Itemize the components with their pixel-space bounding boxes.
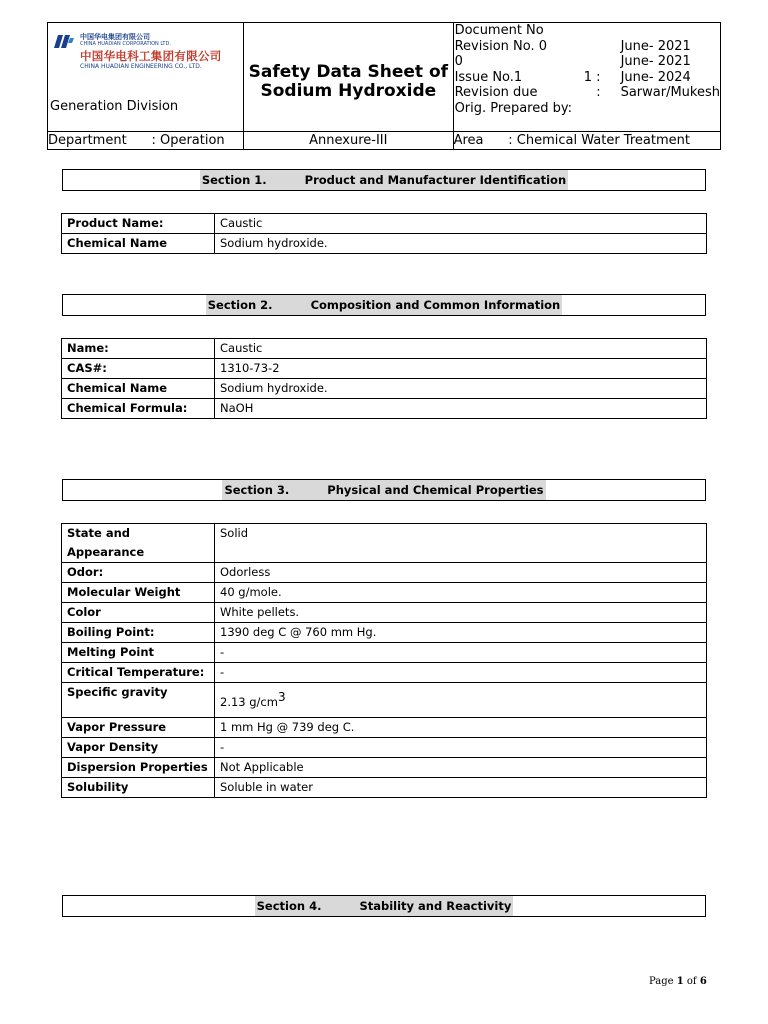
property-value: - [215,643,707,663]
table-row [62,234,707,254]
division-label: Generation Division [50,99,179,114]
property-value: 40 g/mole. [215,583,707,603]
table-row [62,214,707,234]
logo-line-1: 中国华电集团有限公司 [80,33,150,41]
property-name: Color [62,603,215,623]
table-row [62,663,707,683]
document-title [244,53,453,101]
meta-key: Document No [454,23,544,38]
meta-sep [565,54,621,70]
property-name: Solubility [62,777,215,797]
section-3-heading [62,479,706,501]
logo-cell [48,23,244,132]
company-logo-icon [54,35,74,48]
meta-key: Issue No.1 [454,69,523,85]
page-footer [649,976,707,987]
meta-sep: : [596,85,601,100]
property-value: 1310-73-2 [215,359,707,379]
section-1-heading [62,169,706,191]
meta-row [455,70,720,86]
section-title: Stability and Reactivity [358,896,512,916]
meta-row [455,85,720,101]
property-value: - [215,663,707,683]
property-value: Sodium hydroxide. [215,379,707,399]
property-value: Sodium hydroxide. [215,234,707,254]
meta-key: Orig. Prepared by: [454,100,572,116]
property-value: White pellets. [215,603,707,623]
property-value: - [215,737,707,757]
table-row [62,777,707,797]
of-word: of [686,976,697,987]
section-number: Section 4. [256,896,323,916]
property-name: Molecular Weight [62,583,215,603]
section-2-heading [62,294,706,316]
meta-row [455,101,720,117]
page-word: Page [649,976,674,987]
table-row [62,379,707,399]
meta-value: Sarwar/Mukesh [620,85,720,100]
meta-row [455,54,720,70]
table-row [62,757,707,777]
section-number: Section 1. [201,170,268,190]
property-name: Boiling Point: [62,623,215,643]
property-name: Specific gravity [62,683,215,718]
table-row [62,583,707,603]
section-title: Composition and Common Information [310,295,562,315]
composition-table [61,338,707,419]
property-name: Chemical Formula: [62,399,215,419]
property-value-text: 2.13 g/cm [220,694,278,709]
section-title: Product and Manufacturer Identification [304,170,567,190]
area-cell: Area : Chemical Water Treatment [453,132,720,150]
property-name: Vapor Density [62,737,215,757]
meta-sep [565,39,621,55]
table-row [62,643,707,663]
meta-value: June- 2024 [620,69,691,85]
property-value: Solid [215,524,707,563]
table-row [62,339,707,359]
meta-sep [565,101,621,117]
annexure-cell: Annexure-III [244,132,454,150]
table-row [62,717,707,737]
property-name: Melting Point [62,643,215,663]
superscript: 3 [277,690,286,704]
logo-line-4: CHINA HUADIAN ENGINEERING CO., LTD. [80,63,202,70]
meta-key: Revision due [454,85,538,100]
table-row [62,623,707,643]
property-value: Not Applicable [215,757,707,777]
property-name: CAS#: [62,359,215,379]
property-name: Critical Temperature: [62,663,215,683]
product-identification-table [61,213,707,254]
logo-line-2: CHINA HUADIAN CORPORATION LTD. [80,41,171,47]
property-name: Odor: [62,563,215,583]
meta-sep: 1 : [583,69,601,85]
meta-row [455,23,720,39]
property-name: Chemical Name [62,379,215,399]
page-number: 1 [676,976,684,987]
section-number: Section 2. [207,295,274,315]
document-header [47,22,721,150]
property-value [215,683,707,718]
table-row [62,603,707,623]
logo-line-3: 中国华电科工集团有限公司 [80,49,222,63]
property-name: Name: [62,339,215,359]
meta-key: 0 [454,54,463,69]
property-name: State and Appearance [62,524,215,563]
property-name: Chemical Name [62,234,215,254]
meta-value: June- 2021 [620,54,691,69]
department-cell: Department : Operation [48,132,244,150]
document-meta [453,23,720,132]
meta-sep [565,23,621,39]
table-row [62,563,707,583]
section-title: Physical and Chemical Properties [326,480,544,500]
table-row [62,683,707,718]
property-value: 1 mm Hg @ 739 deg C. [215,717,707,737]
meta-key: Revision No. 0 [454,38,548,54]
company-logo [54,33,222,71]
property-name: Dispersion Properties [62,757,215,777]
property-value: Caustic [215,339,707,359]
property-value: Soluble in water [215,777,707,797]
property-value: Caustic [215,214,707,234]
property-value: 1390 deg C @ 760 mm Hg. [215,623,707,643]
property-value: NaOH [215,399,707,419]
section-number: Section 3. [223,480,290,500]
page-total: 6 [699,976,707,987]
table-row [62,359,707,379]
properties-table [61,523,707,798]
meta-row [455,39,720,55]
meta-value: June- 2021 [620,38,691,54]
title-line-2: Sodium Hydroxide [260,81,437,101]
property-name: Product Name: [62,214,215,234]
table-row [62,737,707,757]
table-row [62,524,707,563]
property-name: Vapor Pressure [62,717,215,737]
title-cell [244,23,454,132]
title-line-1: Safety Data Sheet of [248,62,449,82]
table-row [62,399,707,419]
property-value: Odorless [215,563,707,583]
section-4-heading [62,895,706,917]
